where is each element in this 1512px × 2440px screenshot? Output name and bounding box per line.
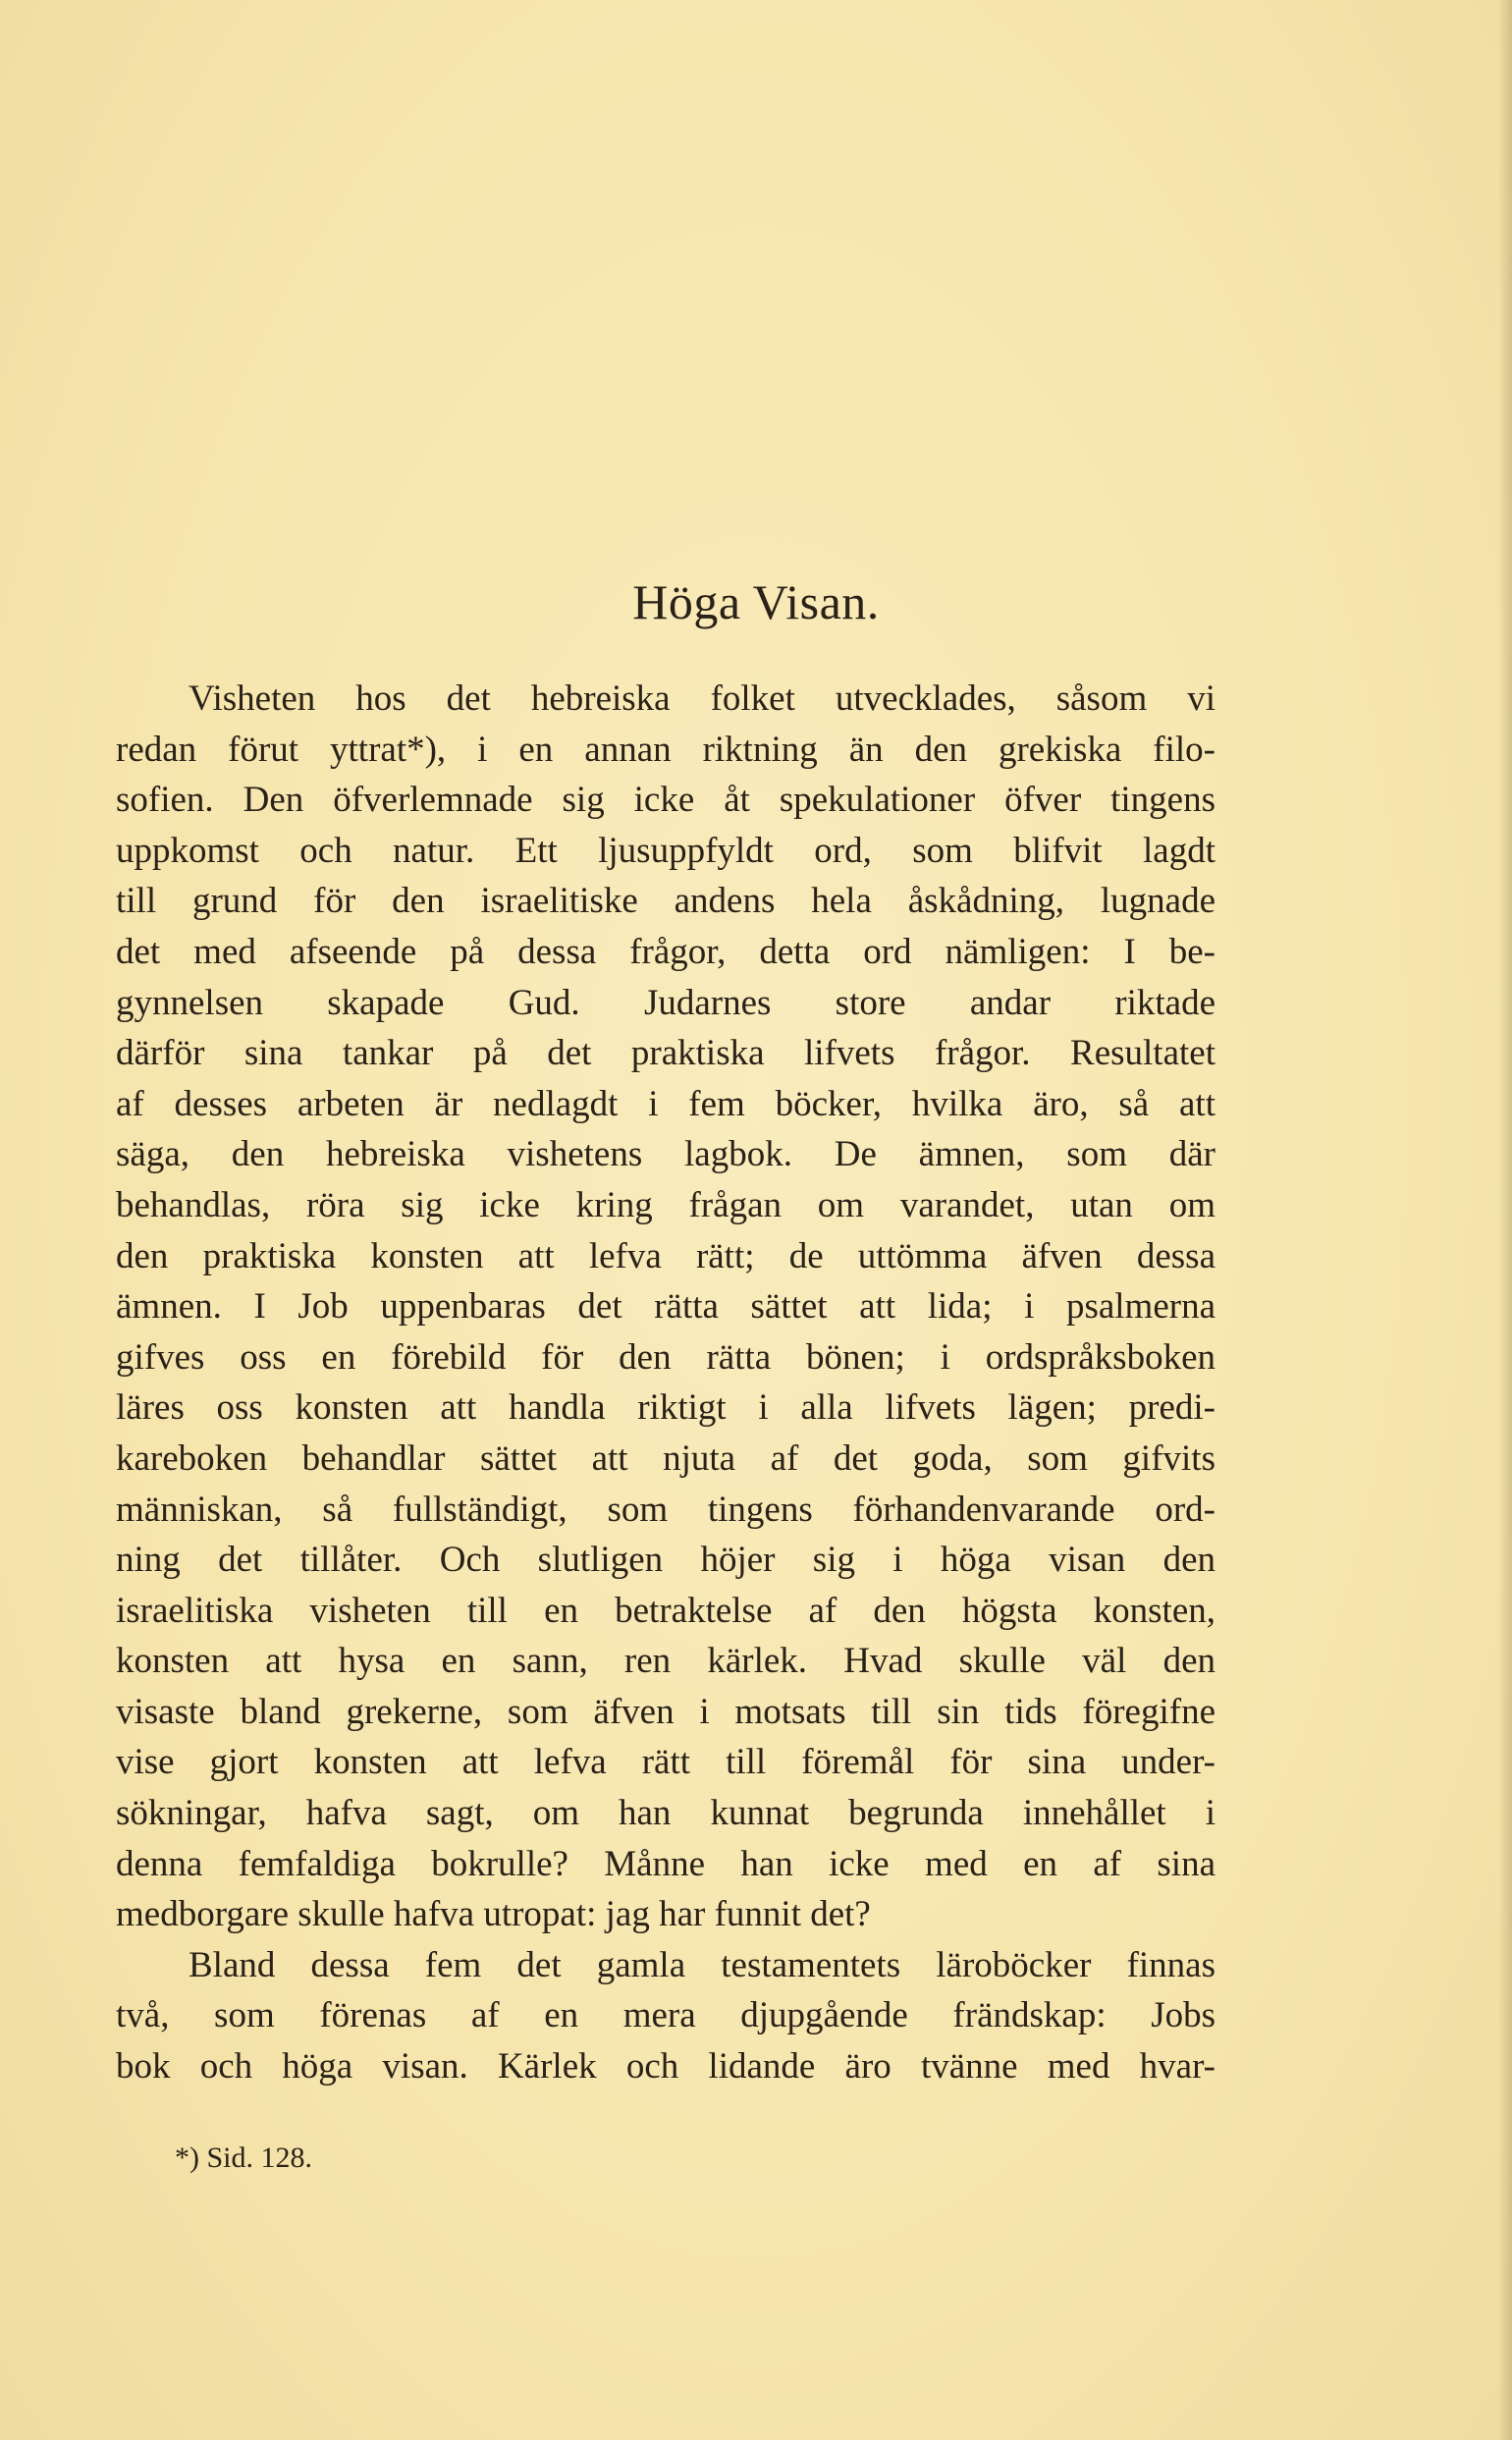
- text-line: kareboken behandlar sättet att njuta af det goda, som gifvits: [116, 1437, 1215, 1479]
- text-line: visaste bland grekerne, som äfven i motsats till sin tids föregifne: [116, 1691, 1215, 1732]
- text-line: sofien. Den öfverlemnade sig icke åt spekulationer öfver tingens: [116, 780, 1215, 821]
- text-line: uppkomst och natur. Ett ljusuppfyldt ord, som blifvit lagdt: [116, 830, 1215, 871]
- text-line: Visheten hos det hebreiska folket utvecklades, såsom vi: [189, 678, 1215, 719]
- text-line: den praktiska konsten att lefva rätt; de uttömma äfven dessa: [116, 1235, 1215, 1276]
- footnote: *) Sid. 128.: [175, 2142, 313, 2174]
- text-line: gynnelsen skapade Gud. Judarnes store andar riktade: [116, 982, 1215, 1023]
- text-line: denna femfaldiga bokrulle? Månne han icke med en af sina: [116, 1843, 1215, 1884]
- text-line: människan, så fullständigt, som tingens förhandenvarande ord-: [116, 1489, 1215, 1530]
- text-line: läres oss konsten att handla riktigt i alla lifvets lägen; predi-: [116, 1387, 1215, 1429]
- text-line: ning det tillåter. Och slutligen höjer sig i höga visan den: [116, 1540, 1215, 1581]
- text-line: af desses arbeten är nedlagdt i fem böcker, hvilka äro, så att: [116, 1083, 1215, 1124]
- text-line: behandlas, röra sig icke kring frågan om varandet, utan om: [116, 1184, 1215, 1225]
- text-line: säga, den hebreiska vishetens lagbok. De ämnen, som där: [116, 1134, 1215, 1175]
- text-line: Bland dessa fem det gamla testamentets läroböcker finnas: [189, 1944, 1215, 1985]
- text-line: sökningar, hafva sagt, om han kunnat begrunda innehållet i: [116, 1793, 1215, 1834]
- text-line: ämnen. I Job uppenbaras det rätta sättet att lida; i psalmerna: [116, 1286, 1215, 1328]
- text-line: redan förut yttrat*), i en annan riktning än den grekiska filo-: [116, 729, 1215, 770]
- body-text: [116, 674, 1215, 2092]
- text-line: gifves oss en förebild för den rätta bönen; i ordspråksboken: [116, 1336, 1215, 1378]
- page-title: Höga Visan.: [632, 574, 880, 629]
- text-line: bok och höga visan. Kärlek och lidande äro tvänne med hvar-: [116, 2046, 1215, 2088]
- text-line: det med afseende på dessa frågor, detta ord nämligen: I be-: [116, 931, 1215, 972]
- page-edge-shadow: [1498, 0, 1512, 2440]
- text-line: vise gjort konsten att lefva rätt till föremål för sina under-: [116, 1742, 1215, 1783]
- text-line: till grund för den israelitiske andens hela åskådning, lugnade: [116, 881, 1215, 922]
- text-line: två, som förenas af en mera djupgående frändskap: Jobs: [116, 1995, 1215, 2036]
- text-line: medborgare skulle hafva utropat: jag har funnit det?: [116, 1894, 871, 1935]
- text-line: konsten att hysa en sann, ren kärlek. Hvad skulle väl den: [116, 1641, 1215, 1682]
- text-line: israelitiska visheten till en betraktelse af den högsta konsten,: [116, 1590, 1215, 1631]
- text-line: därför sina tankar på det praktiska lifvets frågor. Resultatet: [116, 1033, 1215, 1074]
